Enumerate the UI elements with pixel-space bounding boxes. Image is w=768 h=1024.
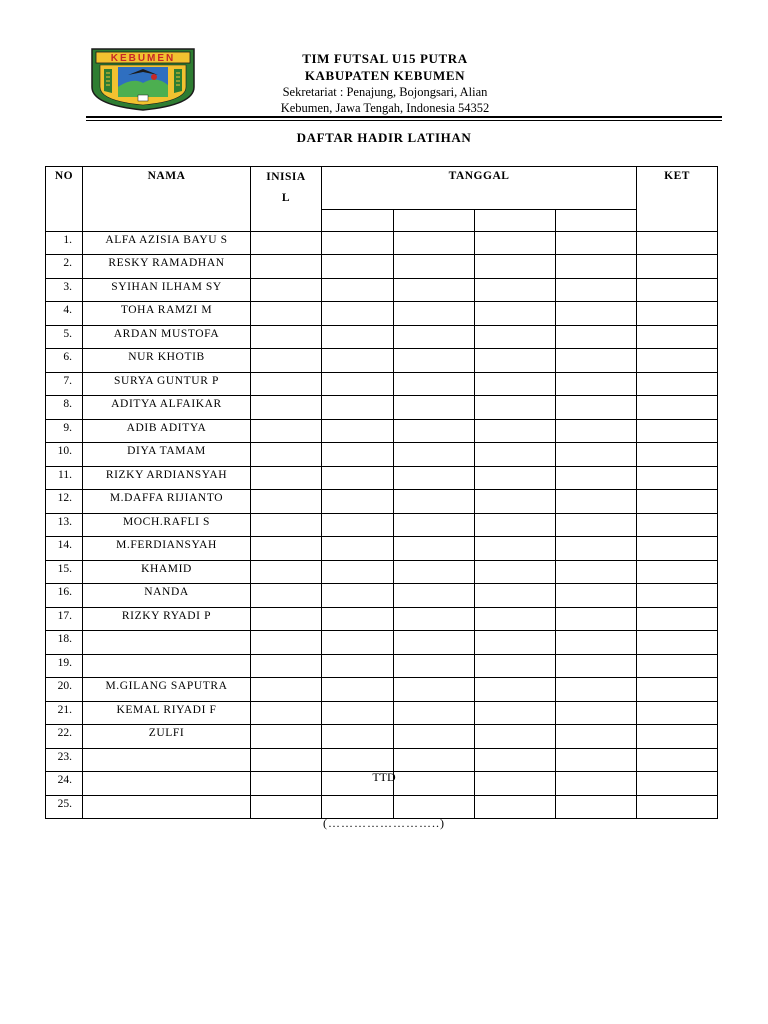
row-number: 25. xyxy=(46,795,83,819)
table-row xyxy=(46,584,718,608)
ket-cell xyxy=(637,490,718,514)
date-cell-1 xyxy=(322,748,394,772)
table-row xyxy=(46,231,718,255)
row-number: 6. xyxy=(46,349,83,373)
initial-cell xyxy=(251,537,322,561)
date-cell-1 xyxy=(322,701,394,725)
date-cell-4 xyxy=(556,654,637,678)
date-column-2 xyxy=(394,209,475,231)
date-cell-1 xyxy=(322,513,394,537)
table-row xyxy=(46,560,718,584)
date-cell-3 xyxy=(475,631,556,655)
date-cell-1 xyxy=(322,466,394,490)
ket-cell xyxy=(637,607,718,631)
date-cell-3 xyxy=(475,349,556,373)
header-inisial-line-2: L xyxy=(281,192,291,204)
ket-cell xyxy=(637,325,718,349)
table-row xyxy=(46,654,718,678)
date-cell-1 xyxy=(322,560,394,584)
date-cell-3 xyxy=(475,325,556,349)
row-number: 1. xyxy=(46,231,83,255)
player-name: MOCH.RAFLI S xyxy=(83,513,251,537)
row-number: 3. xyxy=(46,278,83,302)
date-cell-1 xyxy=(322,325,394,349)
date-cell-4 xyxy=(556,231,637,255)
player-name: SURYA GUNTUR P xyxy=(83,372,251,396)
date-cell-4 xyxy=(556,678,637,702)
date-cell-4 xyxy=(556,537,637,561)
date-cell-2 xyxy=(394,349,475,373)
player-name: ALFA AZISIA BAYU S xyxy=(83,231,251,255)
row-number: 4. xyxy=(46,302,83,326)
player-name: RIZKY ARDIANSYAH xyxy=(83,466,251,490)
signature-label: TTD xyxy=(372,770,396,784)
date-cell-4 xyxy=(556,349,637,373)
date-cell-3 xyxy=(475,748,556,772)
date-cell-3 xyxy=(475,466,556,490)
attendance-table xyxy=(45,166,718,819)
date-cell-3 xyxy=(475,255,556,279)
table-row xyxy=(46,748,718,772)
date-cell-4 xyxy=(556,278,637,302)
player-name: SYIHAN ILHAM SY xyxy=(83,278,251,302)
letterhead xyxy=(230,50,540,116)
row-number: 13. xyxy=(46,513,83,537)
ket-cell xyxy=(637,255,718,279)
player-name: ADIB ADITYA xyxy=(83,419,251,443)
date-cell-1 xyxy=(322,443,394,467)
ket-cell xyxy=(637,372,718,396)
header-nama: NAMA xyxy=(83,167,251,210)
ket-cell xyxy=(637,443,718,467)
initial-cell xyxy=(251,490,322,514)
initial-cell xyxy=(251,396,322,420)
date-cell-3 xyxy=(475,607,556,631)
initial-cell xyxy=(251,560,322,584)
player-name: KEMAL RIYADI F xyxy=(83,701,251,725)
initial-cell xyxy=(251,231,322,255)
row-number: 20. xyxy=(46,678,83,702)
date-cell-3 xyxy=(475,278,556,302)
date-cell-3 xyxy=(475,513,556,537)
date-cell-2 xyxy=(394,231,475,255)
date-cell-1 xyxy=(322,278,394,302)
ket-cell xyxy=(637,349,718,373)
player-name: NANDA xyxy=(83,584,251,608)
row-number: 16. xyxy=(46,584,83,608)
player-name xyxy=(83,748,251,772)
header-nama-cont xyxy=(83,209,251,231)
date-cell-1 xyxy=(322,349,394,373)
initial-cell xyxy=(251,513,322,537)
header-inisial xyxy=(251,167,322,210)
player-name: RESKY RAMADHAN xyxy=(83,255,251,279)
date-cell-4 xyxy=(556,396,637,420)
initial-cell xyxy=(251,443,322,467)
table-row xyxy=(46,513,718,537)
team-name: TIM FUTSAL U15 PUTRA xyxy=(302,51,468,66)
date-cell-1 xyxy=(322,654,394,678)
date-cell-1 xyxy=(322,372,394,396)
header-ket-cont xyxy=(637,209,718,231)
player-name: TOHA RAMZI M xyxy=(83,302,251,326)
table-row xyxy=(46,443,718,467)
date-cell-1 xyxy=(322,795,394,819)
ket-cell xyxy=(637,278,718,302)
ket-cell xyxy=(637,701,718,725)
initial-cell xyxy=(251,701,322,725)
player-name: ZULFI xyxy=(83,725,251,749)
initial-cell xyxy=(251,678,322,702)
ket-cell xyxy=(637,466,718,490)
ket-cell xyxy=(637,748,718,772)
date-cell-4 xyxy=(556,490,637,514)
row-number: 21. xyxy=(46,701,83,725)
row-number: 9. xyxy=(46,419,83,443)
date-cell-4 xyxy=(556,419,637,443)
table-row xyxy=(46,678,718,702)
date-cell-3 xyxy=(475,490,556,514)
date-cell-2 xyxy=(394,748,475,772)
date-cell-4 xyxy=(556,631,637,655)
date-cell-1 xyxy=(322,419,394,443)
date-column-4 xyxy=(556,209,637,231)
date-cell-2 xyxy=(394,419,475,443)
date-cell-2 xyxy=(394,443,475,467)
row-number: 7. xyxy=(46,372,83,396)
player-name xyxy=(83,654,251,678)
initial-cell xyxy=(251,278,322,302)
date-cell-4 xyxy=(556,325,637,349)
row-number: 11. xyxy=(46,466,83,490)
initial-cell xyxy=(251,725,322,749)
date-cell-1 xyxy=(322,678,394,702)
player-name xyxy=(83,795,251,819)
date-cell-2 xyxy=(394,513,475,537)
date-cell-1 xyxy=(322,302,394,326)
table-row xyxy=(46,255,718,279)
table-row xyxy=(46,396,718,420)
ket-cell xyxy=(637,584,718,608)
initial-cell xyxy=(251,372,322,396)
date-cell-2 xyxy=(394,654,475,678)
row-number: 17. xyxy=(46,607,83,631)
date-cell-4 xyxy=(556,255,637,279)
date-cell-1 xyxy=(322,231,394,255)
header-rule-thick xyxy=(86,116,722,118)
initial-cell xyxy=(251,631,322,655)
date-cell-4 xyxy=(556,795,637,819)
kebumen-logo xyxy=(88,47,198,111)
initial-cell xyxy=(251,325,322,349)
date-cell-4 xyxy=(556,725,637,749)
player-name: ARDAN MUSTOFA xyxy=(83,325,251,349)
date-cell-3 xyxy=(475,537,556,561)
row-number: 8. xyxy=(46,396,83,420)
player-name: NUR KHOTIB xyxy=(83,349,251,373)
row-number: 18. xyxy=(46,631,83,655)
ket-cell xyxy=(637,654,718,678)
date-cell-2 xyxy=(394,302,475,326)
signature-line: (……………………..) xyxy=(323,816,445,830)
date-cell-4 xyxy=(556,443,637,467)
date-cell-1 xyxy=(322,490,394,514)
date-cell-2 xyxy=(394,725,475,749)
document-title: DAFTAR HADIR LATIHAN xyxy=(296,130,472,145)
initial-cell xyxy=(251,255,322,279)
date-cell-3 xyxy=(475,396,556,420)
date-cell-3 xyxy=(475,701,556,725)
player-name: ADITYA ALFAIKAR xyxy=(83,396,251,420)
ket-cell xyxy=(637,678,718,702)
date-cell-3 xyxy=(475,372,556,396)
player-name: DIYA TAMAM xyxy=(83,443,251,467)
ket-cell xyxy=(637,795,718,819)
row-number: 5. xyxy=(46,325,83,349)
address-line-1: Sekretariat : Penajung, Bojongsari, Alian xyxy=(282,85,488,99)
table-row xyxy=(46,631,718,655)
date-cell-2 xyxy=(394,537,475,561)
date-cell-1 xyxy=(322,631,394,655)
date-cell-2 xyxy=(394,490,475,514)
date-cell-2 xyxy=(394,560,475,584)
row-number: 14. xyxy=(46,537,83,561)
player-name: M.FERDIANSYAH xyxy=(83,537,251,561)
ket-cell xyxy=(637,231,718,255)
date-cell-1 xyxy=(322,584,394,608)
date-cell-1 xyxy=(322,396,394,420)
date-cell-2 xyxy=(394,325,475,349)
table-row xyxy=(46,725,718,749)
table-row xyxy=(46,537,718,561)
header-rule-thin xyxy=(86,120,722,121)
initial-cell xyxy=(251,748,322,772)
table-row xyxy=(46,490,718,514)
date-cell-4 xyxy=(556,701,637,725)
date-cell-4 xyxy=(556,748,637,772)
date-cell-3 xyxy=(475,443,556,467)
regency-name: KABUPATEN KEBUMEN xyxy=(304,68,466,83)
date-cell-2 xyxy=(394,255,475,279)
row-number: 19. xyxy=(46,654,83,678)
row-number: 15. xyxy=(46,560,83,584)
date-cell-1 xyxy=(322,255,394,279)
date-column-3 xyxy=(475,209,556,231)
initial-cell xyxy=(251,795,322,819)
table-row xyxy=(46,607,718,631)
date-cell-1 xyxy=(322,725,394,749)
date-cell-2 xyxy=(394,795,475,819)
date-cell-2 xyxy=(394,631,475,655)
date-cell-4 xyxy=(556,584,637,608)
date-cell-3 xyxy=(475,231,556,255)
table-row xyxy=(46,795,718,819)
table-row xyxy=(46,349,718,373)
date-cell-2 xyxy=(394,678,475,702)
date-cell-4 xyxy=(556,372,637,396)
address-line-2: Kebumen, Jawa Tengah, Indonesia 54352 xyxy=(280,101,490,115)
date-cell-2 xyxy=(394,372,475,396)
table-row xyxy=(46,372,718,396)
header-tanggal: TANGGAL xyxy=(322,167,637,210)
player-name: M.DAFFA RIJIANTO xyxy=(83,490,251,514)
ket-cell xyxy=(637,725,718,749)
initial-cell xyxy=(251,584,322,608)
ket-cell xyxy=(637,396,718,420)
row-number: 22. xyxy=(46,725,83,749)
row-number: 2. xyxy=(46,255,83,279)
date-cell-3 xyxy=(475,725,556,749)
date-cell-3 xyxy=(475,302,556,326)
table-row xyxy=(46,278,718,302)
date-cell-3 xyxy=(475,584,556,608)
date-cell-2 xyxy=(394,466,475,490)
initial-cell xyxy=(251,302,322,326)
player-name: M.GILANG SAPUTRA xyxy=(83,678,251,702)
table-row xyxy=(46,701,718,725)
date-cell-3 xyxy=(475,678,556,702)
header-no-cont xyxy=(46,209,83,231)
date-cell-2 xyxy=(394,278,475,302)
player-name: KHAMID xyxy=(83,560,251,584)
table-row xyxy=(46,419,718,443)
initial-cell xyxy=(251,349,322,373)
date-cell-2 xyxy=(394,584,475,608)
date-cell-3 xyxy=(475,795,556,819)
header-inisial-cont xyxy=(251,209,322,231)
date-cell-4 xyxy=(556,302,637,326)
header-inisial-line-1: INISIA xyxy=(266,171,306,183)
date-cell-3 xyxy=(475,560,556,584)
ket-cell xyxy=(637,631,718,655)
initial-cell xyxy=(251,607,322,631)
row-number: 23. xyxy=(46,748,83,772)
date-cell-4 xyxy=(556,560,637,584)
ket-cell xyxy=(637,302,718,326)
ket-cell xyxy=(637,537,718,561)
header-ket: KET xyxy=(637,167,718,210)
date-cell-2 xyxy=(394,607,475,631)
table-row xyxy=(46,325,718,349)
date-cell-2 xyxy=(394,396,475,420)
date-cell-2 xyxy=(394,701,475,725)
date-column-1 xyxy=(322,209,394,231)
date-cell-4 xyxy=(556,466,637,490)
initial-cell xyxy=(251,654,322,678)
date-cell-4 xyxy=(556,607,637,631)
ket-cell xyxy=(637,513,718,537)
header-no: NO xyxy=(46,167,83,210)
ket-cell xyxy=(637,560,718,584)
player-name xyxy=(83,631,251,655)
date-cell-1 xyxy=(322,537,394,561)
player-name: RIZKY RYADI P xyxy=(83,607,251,631)
row-number: 24. xyxy=(46,772,83,796)
date-cell-1 xyxy=(322,607,394,631)
date-cell-4 xyxy=(556,513,637,537)
row-number: 12. xyxy=(46,490,83,514)
logo-text: KEBUMEN xyxy=(110,53,176,64)
table-row xyxy=(46,302,718,326)
date-cell-3 xyxy=(475,419,556,443)
row-number: 10. xyxy=(46,443,83,467)
initial-cell xyxy=(251,419,322,443)
date-cell-3 xyxy=(475,654,556,678)
table-row xyxy=(46,466,718,490)
ket-cell xyxy=(637,419,718,443)
initial-cell xyxy=(251,466,322,490)
